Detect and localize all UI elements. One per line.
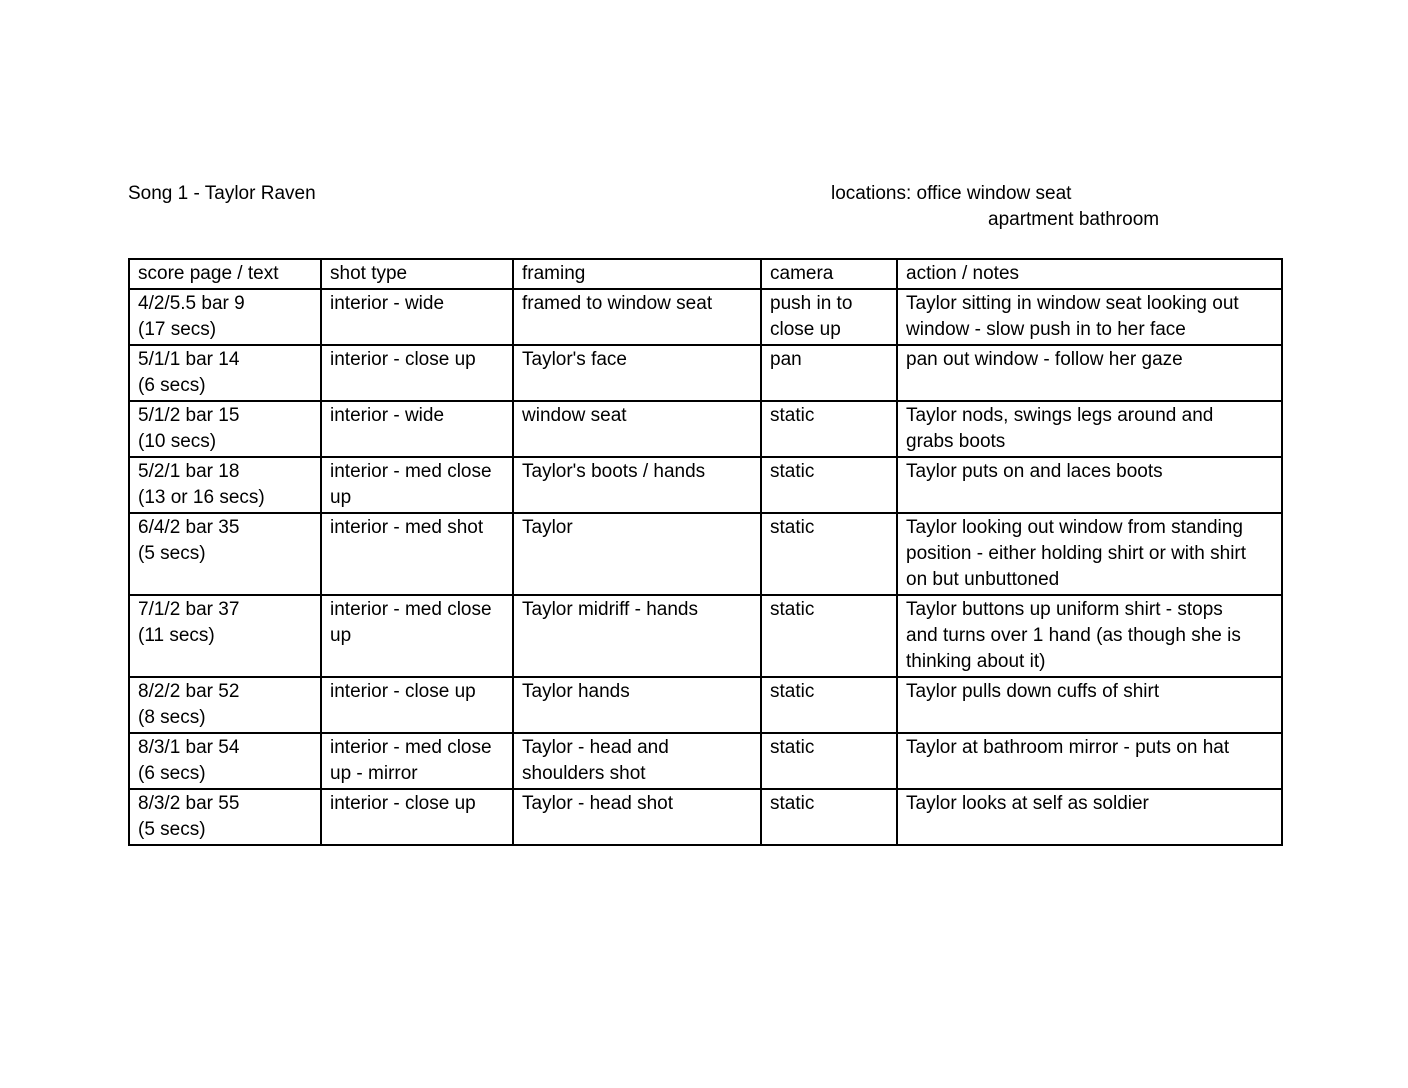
cell-text-line: interior - med close	[330, 599, 492, 620]
shot-list-table	[128, 258, 1283, 846]
cell-text-line: and turns over 1 hand (as though she is	[906, 625, 1241, 646]
cell-text-line: (6 secs)	[138, 763, 206, 784]
cell-text-line: (6 secs)	[138, 375, 206, 396]
locations-line-2: apartment bathroom	[988, 209, 1160, 230]
shot-type-cell	[321, 677, 513, 733]
cell-text-line: (11 secs)	[138, 625, 215, 646]
table-row	[129, 345, 1282, 401]
cell-text-line: thinking about it)	[906, 651, 1046, 672]
shot-type-cell	[321, 345, 513, 401]
framing-cell	[513, 289, 761, 345]
action-notes-cell	[897, 345, 1282, 401]
score-cell	[129, 289, 321, 345]
cell-text-line: interior - wide	[330, 405, 445, 426]
cell-text-line: 8/3/2 bar 55	[138, 793, 240, 814]
table-header-row	[129, 259, 1282, 289]
cell-text-line: window - slow push in to her face	[906, 319, 1186, 340]
locations-line-1: locations: office window seat	[831, 183, 1072, 204]
cell-text-line: 8/2/2 bar 52	[138, 681, 240, 702]
cell-text-line: (8 secs)	[138, 707, 206, 728]
framing-cell	[513, 733, 761, 789]
cell-text-line: close up	[770, 319, 841, 340]
table-row	[129, 789, 1282, 845]
cell-text-line: Taylor's boots / hands	[522, 461, 706, 482]
cell-text-line: interior - wide	[330, 293, 445, 314]
cell-text-line: static	[770, 461, 815, 482]
score-cell	[129, 789, 321, 845]
cell-text-line: Taylor hands	[522, 681, 630, 702]
camera-cell	[761, 789, 897, 845]
score-cell	[129, 345, 321, 401]
cell-text-line: 6/4/2 bar 35	[138, 517, 240, 538]
score-cell	[129, 457, 321, 513]
framing-cell	[513, 789, 761, 845]
shot-type-cell	[321, 733, 513, 789]
shot-type-cell	[321, 289, 513, 345]
cell-text-line: Taylor	[522, 517, 573, 538]
action-notes-cell	[897, 513, 1282, 595]
shot-type-cell	[321, 789, 513, 845]
shot-type-cell	[321, 513, 513, 595]
cell-text-line: Taylor puts on and laces boots	[906, 461, 1163, 482]
framing-cell	[513, 677, 761, 733]
camera-cell	[761, 677, 897, 733]
cell-text-line: interior - med shot	[330, 517, 484, 538]
cell-text-line: interior - med close	[330, 737, 492, 758]
table-row	[129, 457, 1282, 513]
action-notes-cell	[897, 595, 1282, 677]
cell-text-line: 5/1/1 bar 14	[138, 349, 240, 370]
table-row	[129, 513, 1282, 595]
cell-text-line: static	[770, 737, 815, 758]
cell-text-line: grabs boots	[906, 431, 1006, 452]
cell-text-line: (5 secs)	[138, 819, 206, 840]
document-title: Song 1 - Taylor Raven	[128, 183, 316, 204]
action-notes-cell	[897, 677, 1282, 733]
cell-text-line: Taylor sitting in window seat looking out	[906, 293, 1239, 314]
cell-text-line: window seat	[522, 405, 627, 426]
action-notes-cell	[897, 401, 1282, 457]
camera-cell	[761, 513, 897, 595]
cell-text-line: position - either holding shirt or with shirt	[906, 543, 1247, 564]
cell-text-line: static	[770, 517, 815, 538]
score-cell	[129, 595, 321, 677]
cell-text-line: pan out window - follow her gaze	[906, 349, 1183, 370]
cell-text-line: 8/3/1 bar 54	[138, 737, 240, 758]
camera-cell	[761, 595, 897, 677]
cell-text-line: Taylor's face	[522, 349, 628, 370]
action-notes-cell	[897, 733, 1282, 789]
cell-text-line: up - mirror	[330, 763, 418, 784]
table-row	[129, 595, 1282, 677]
cell-text-line: shoulders shot	[522, 763, 646, 784]
score-cell	[129, 677, 321, 733]
table-row	[129, 733, 1282, 789]
cell-text-line: push in to	[770, 293, 853, 314]
framing-cell	[513, 457, 761, 513]
framing-cell	[513, 513, 761, 595]
table-row	[129, 289, 1282, 345]
score-cell	[129, 513, 321, 595]
action-notes-cell	[897, 457, 1282, 513]
framing-cell	[513, 595, 761, 677]
score-cell	[129, 733, 321, 789]
cell-text-line: (10 secs)	[138, 431, 217, 452]
camera-cell	[761, 289, 897, 345]
shot-type-cell	[321, 401, 513, 457]
cell-text-line: Taylor pulls down cuffs of shirt	[906, 681, 1160, 702]
cell-text-line: 4/2/5.5 bar 9	[138, 293, 245, 314]
cell-text-line: Taylor midriff - hands	[522, 599, 698, 620]
cell-text-line: interior - close up	[330, 681, 476, 702]
cell-text-line: interior - close up	[330, 793, 476, 814]
cell-text-line: Taylor looks at self as soldier	[906, 793, 1149, 814]
shot-type-cell	[321, 595, 513, 677]
cell-text-line: framed to window seat	[522, 293, 713, 314]
camera-cell	[761, 401, 897, 457]
cell-text-line: 7/1/2 bar 37	[138, 599, 240, 620]
column-header-camera: camera	[761, 259, 897, 289]
score-cell	[129, 401, 321, 457]
cell-text-line: Taylor - head shot	[522, 793, 674, 814]
cell-text-line: Taylor looking out window from standing	[906, 517, 1243, 538]
cell-text-line: up	[330, 625, 352, 646]
column-header-action-notes: action / notes	[897, 259, 1282, 289]
table-row	[129, 677, 1282, 733]
cell-text-line: Taylor at bathroom mirror - puts on hat	[906, 737, 1230, 758]
framing-cell	[513, 345, 761, 401]
framing-cell	[513, 401, 761, 457]
camera-cell	[761, 345, 897, 401]
table-row	[129, 401, 1282, 457]
cell-text-line: up	[330, 487, 352, 508]
cell-text-line: interior - med close	[330, 461, 492, 482]
cell-text-line: (17 secs)	[138, 319, 217, 340]
camera-cell	[761, 733, 897, 789]
cell-text-line: static	[770, 793, 815, 814]
shot-type-cell	[321, 457, 513, 513]
cell-text-line: static	[770, 405, 815, 426]
action-notes-cell	[897, 289, 1282, 345]
cell-text-line: 5/1/2 bar 15	[138, 405, 240, 426]
column-header-score: score page / text	[129, 259, 321, 289]
column-header-shot-type: shot type	[321, 259, 513, 289]
cell-text-line: interior - close up	[330, 349, 476, 370]
cell-text-line: 5/2/1 bar 18	[138, 461, 240, 482]
cell-text-line: pan	[770, 349, 802, 370]
cell-text-line: Taylor - head and	[522, 737, 669, 758]
cell-text-line: static	[770, 681, 815, 702]
cell-text-line: Taylor buttons up uniform shirt - stops	[906, 599, 1223, 620]
cell-text-line: Taylor nods, swings legs around and	[906, 405, 1214, 426]
cell-text-line: (5 secs)	[138, 543, 206, 564]
action-notes-cell	[897, 789, 1282, 845]
cell-text-line: (13 or 16 secs)	[138, 487, 265, 508]
cell-text-line: static	[770, 599, 815, 620]
column-header-framing: framing	[513, 259, 761, 289]
camera-cell	[761, 457, 897, 513]
cell-text-line: on but unbuttoned	[906, 569, 1060, 590]
